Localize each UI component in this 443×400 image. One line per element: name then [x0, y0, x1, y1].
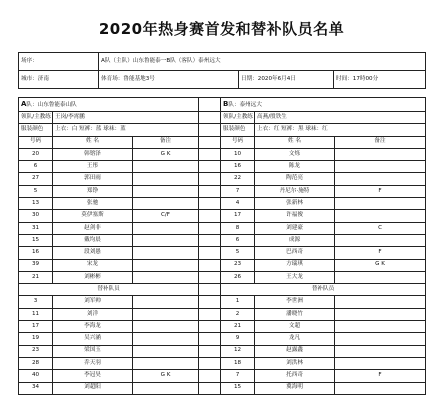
starter-row: [19, 185, 426, 197]
header-number-a: 号码: [19, 136, 53, 148]
divider: [199, 234, 221, 246]
divider: [199, 345, 221, 357]
player-name: 乔天羽: [53, 357, 133, 369]
player-name: 许福俊: [255, 210, 335, 222]
player-number: 13: [19, 198, 53, 210]
player-note: [335, 345, 426, 357]
player-note: F: [335, 247, 426, 259]
divider: [199, 333, 221, 345]
starter-row: [19, 271, 426, 283]
player-name: 丹尼尔·施特: [255, 185, 335, 197]
player-name: 李海龙: [53, 321, 133, 333]
subs-header-b: 替补队员: [221, 284, 426, 296]
player-name: 陶范亮: [255, 173, 335, 185]
player-name: 韩镕泽: [53, 148, 133, 160]
player-name: 潘晓竹: [255, 308, 335, 320]
player-note: [133, 321, 199, 333]
player-name: 冀海明: [255, 382, 335, 394]
header-note-a: 备注: [133, 136, 199, 148]
date-cell: 日期：2020年6月4日: [239, 71, 334, 89]
starter-row: [19, 173, 426, 185]
player-name: 刘彬彬: [53, 271, 133, 283]
player-number: 6: [221, 234, 255, 246]
player-name: 梁国玉: [53, 345, 133, 357]
divider: [199, 198, 221, 210]
match-teams: A队（主队）山东鲁能泰一B队（客队）泰州远大: [99, 53, 426, 71]
player-note: F: [335, 370, 426, 382]
player-name: 李世洲: [255, 296, 335, 308]
header-name-a: 姓 名: [53, 136, 133, 148]
player-number: 18: [221, 357, 255, 369]
player-note: [133, 271, 199, 283]
player-name: 吴兴涵: [53, 333, 133, 345]
sub-row: [19, 345, 426, 357]
player-name: 刘超阳: [53, 382, 133, 394]
player-note: [335, 271, 426, 283]
player-note: [335, 198, 426, 210]
divider: [199, 210, 221, 222]
player-number: 31: [19, 222, 53, 234]
team-a-header: A队：山东鲁能泰山队: [19, 98, 199, 112]
team-b-uniform-value: 上衣：红 短裤：黑 球袜：红: [255, 124, 426, 136]
team-a-coach-value: 王岗/李霄鹏: [53, 112, 199, 124]
player-note: [133, 222, 199, 234]
player-name: 张驰: [53, 198, 133, 210]
player-number: 21: [19, 271, 53, 283]
player-note: C/F: [133, 210, 199, 222]
player-number: 9: [221, 333, 255, 345]
player-name: 刘洋: [53, 308, 133, 320]
divider: [199, 357, 221, 369]
player-name: 巴西奇: [255, 247, 335, 259]
divider: [199, 185, 221, 197]
time-cell: 时间：17時00分: [334, 71, 426, 89]
divider: [199, 98, 221, 112]
team-a-uniform-label: 服装颜色: [19, 124, 53, 136]
player-number: 23: [19, 345, 53, 357]
starter-row: [19, 198, 426, 210]
player-note: [133, 259, 199, 271]
roster-table: [18, 97, 426, 395]
team-b-uniform-label: 服装颜色: [221, 124, 255, 136]
sub-row: [19, 308, 426, 320]
venue-label: 场序：: [19, 53, 99, 71]
player-note: [335, 296, 426, 308]
player-note: G K: [335, 259, 426, 271]
city-cell: 城市：济南: [19, 71, 99, 89]
player-note: F: [335, 185, 426, 197]
player-note: [133, 296, 199, 308]
divider: [199, 382, 221, 394]
player-note: C: [335, 222, 426, 234]
subs-header-a: 替补队员: [19, 284, 199, 296]
sub-row: [19, 382, 426, 394]
player-note: [133, 345, 199, 357]
player-number: 5: [19, 185, 53, 197]
player-number: 30: [19, 210, 53, 222]
player-note: [133, 247, 199, 259]
player-note: [335, 148, 426, 160]
player-name: 李冠昊: [53, 370, 133, 382]
player-number: 17: [221, 210, 255, 222]
player-number: 5: [221, 247, 255, 259]
player-number: 12: [221, 345, 255, 357]
player-name: 成源: [255, 234, 335, 246]
sub-row: [19, 333, 426, 345]
player-name: 宋龙: [53, 259, 133, 271]
player-note: [335, 333, 426, 345]
divider: [199, 173, 221, 185]
header-number-b: 号码: [221, 136, 255, 148]
sub-row: [19, 370, 426, 382]
player-number: 7: [221, 370, 255, 382]
stadium-cell: 体育场：鲁能基地3号: [99, 71, 239, 89]
player-number: 39: [19, 259, 53, 271]
player-number: 6: [19, 161, 53, 173]
player-note: [133, 234, 199, 246]
divider: [199, 148, 221, 160]
starter-row: [19, 234, 426, 246]
player-name: 张新林: [255, 198, 335, 210]
divider: [199, 161, 221, 173]
player-note: [335, 234, 426, 246]
player-number: 17: [19, 321, 53, 333]
starter-row: [19, 259, 426, 271]
header-note-b: 备注: [335, 136, 426, 148]
subs-header-row: [19, 284, 426, 296]
player-number: 22: [221, 173, 255, 185]
player-name: 文超: [255, 321, 335, 333]
player-note: [133, 333, 199, 345]
player-name: 陈龙: [255, 161, 335, 173]
match-info-table: [18, 52, 426, 89]
player-number: 23: [221, 259, 255, 271]
player-number: 4: [221, 198, 255, 210]
player-name: 文烁: [255, 148, 335, 160]
starter-row: [19, 247, 426, 259]
player-note: [133, 161, 199, 173]
player-name: 托西奇: [255, 370, 335, 382]
player-name: 郭田雨: [53, 173, 133, 185]
player-note: [335, 308, 426, 320]
player-number: 16: [221, 161, 255, 173]
player-note: [133, 357, 199, 369]
divider: [199, 247, 221, 259]
player-name: 刘军帅: [53, 296, 133, 308]
player-number: 28: [19, 357, 53, 369]
player-name: 莫伊塞斯: [53, 210, 133, 222]
player-note: [335, 357, 426, 369]
starter-row: [19, 161, 426, 173]
player-number: 15: [221, 382, 255, 394]
divider: [199, 259, 221, 271]
divider: [199, 321, 221, 333]
starter-row: [19, 210, 426, 222]
player-number: 16: [19, 247, 53, 259]
player-number: 1: [221, 296, 255, 308]
starter-row: [19, 148, 426, 160]
player-number: 19: [19, 333, 53, 345]
player-note: [335, 173, 426, 185]
player-name: 郑铮: [53, 185, 133, 197]
player-note: [335, 321, 426, 333]
player-note: [133, 308, 199, 320]
player-number: 11: [19, 308, 53, 320]
sub-row: [19, 296, 426, 308]
team-b-header: B队：泰州远大: [221, 98, 426, 112]
player-number: 27: [19, 173, 53, 185]
player-number: 20: [19, 148, 53, 160]
player-number: 15: [19, 234, 53, 246]
player-name: 赵露鑫: [255, 345, 335, 357]
team-a-uniform-value: 上衣：白 短裤：蓝 球袜：蓝: [53, 124, 199, 136]
player-note: G K: [133, 148, 199, 160]
player-number: 10: [221, 148, 255, 160]
divider: [199, 271, 221, 283]
player-note: [133, 198, 199, 210]
player-note: [335, 210, 426, 222]
sub-row: [19, 357, 426, 369]
divider: [199, 296, 221, 308]
player-name: 赵剑非: [53, 222, 133, 234]
starter-row: [19, 222, 426, 234]
player-name: 王彤: [53, 161, 133, 173]
team-a-coach-label: 领队/主教练: [19, 112, 53, 124]
player-number: 21: [221, 321, 255, 333]
divider: [199, 284, 221, 296]
document-title: 2020年热身赛首发和替补队员名单: [98, 20, 345, 38]
player-note: [335, 161, 426, 173]
player-number: 8: [221, 222, 255, 234]
player-number: 40: [19, 370, 53, 382]
player-note: G K: [133, 370, 199, 382]
player-name: 王大龙: [255, 271, 335, 283]
header-name-b: 姓 名: [255, 136, 335, 148]
team-b-coach-value: 高燕/殷铁生: [255, 112, 426, 124]
player-note: [335, 382, 426, 394]
divider: [199, 222, 221, 234]
player-note: [133, 173, 199, 185]
player-note: [133, 382, 199, 394]
player-name: 刘建豪: [255, 222, 335, 234]
player-name: 段刘愚: [53, 247, 133, 259]
player-number: 3: [19, 296, 53, 308]
player-number: 34: [19, 382, 53, 394]
team-b-coach-label: 领队/主教练: [221, 112, 255, 124]
player-name: 戴均晨: [53, 234, 133, 246]
divider: [199, 370, 221, 382]
player-note: [133, 185, 199, 197]
player-number: 26: [221, 271, 255, 283]
sub-row: [19, 321, 426, 333]
player-name: 龙凡: [255, 333, 335, 345]
player-number: 2: [221, 308, 255, 320]
player-number: 7: [221, 185, 255, 197]
divider: [199, 308, 221, 320]
player-name: 方瑞琪: [255, 259, 335, 271]
player-name: 刘洪林: [255, 357, 335, 369]
